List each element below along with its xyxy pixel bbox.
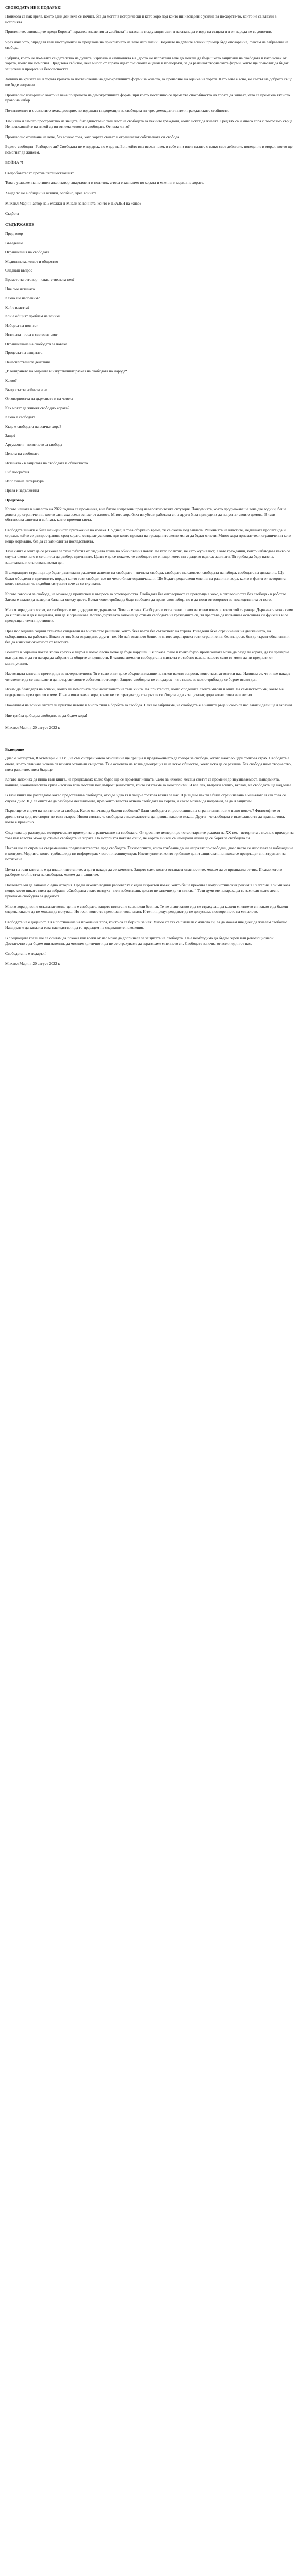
toc-item[interactable]: Цената на свободата (5, 451, 40, 456)
toc-item[interactable]: Ние сме истината (5, 286, 35, 291)
toc-item[interactable]: Какво е свободата (5, 414, 36, 419)
paragraph: Целта на тази книга не е да плаши читателите, а да ги накара да се замислят. Защото само когато осъзнаем опасностите, можем да се предпазим от тях. И само когато разберем стойността на свободата, можем да я защитим. (5, 867, 283, 877)
toc-item[interactable]: Истината - в защитата на свободата в обществото (5, 460, 88, 465)
toc-item[interactable]: Въведение (5, 241, 23, 246)
paragraph: Много хора днес не осъзнават колко ценна е свободата, защото никога не са живели без нея. Те не знаят какво е да се страхуваш да кажеш мнението си, какво е да бъдеш следен, какво е да не можеш да пътуваш. Но тези, които са преживели това, знаят. И те ни предупреждават да не допускаме повторението на миналото. (5, 904, 288, 914)
preface-heading: Предговор (5, 497, 24, 502)
toc-item[interactable]: Медицината, живот и общество (5, 259, 58, 264)
toc-item[interactable]: Кой е властта? (5, 304, 30, 310)
paragraph: Искам да благодаря на всички, които ми помогнаха при написването на тази книга. На приятелите, които споделиха своите мисли и опит. На семейството ми, което ме подкрепяше през цялото време. И на всички онези хора, които не се страхуват да говорят за свободата и да я защитават, дори когато това не е лесно. (5, 687, 284, 698)
paragraph: В следващите страници ще бъдат разгледани различни аспекти на свободата - личната свобода, свободата на словото, свободата на избора, свободата на движение. Ще бъдат обсъдени и причините, поради които тези свободи все по-често биват ограничавани. Ще бъдат представени мнения на различни хора, както и факти от историята, които показват, че подобни ситуации вече са се случвали. (5, 570, 287, 586)
paragraph: Ние трябва да бъдем свободни, за да бъдем хора! (5, 713, 87, 718)
toc-item[interactable]: Изборът на нов път (5, 323, 38, 328)
paragraph: Свободата не е даденост. Тя е постижение на поколения хора, които са се борили за нея. Много от тях са платили с живота си, за да можем ние днес да живеем свободно. Наш дълг е да запазим това наследство и да го предадем на следващите поколения. (5, 920, 288, 930)
intro-section (5, 14, 294, 217)
paragraph: Първо ще се спрем на понятието за свобода. Какво означава да бъдеш свободен? Дали свободата е просто липса на ограничения, или е нещо повече? Философите от древността до днес спорят по този въпрос. Някои смятат, че свободата е възможността да правиш каквото искаш. Други - че свободата е възможността да правиш това, което е правилно. (5, 808, 285, 824)
paragraph: Много хора днес смятат, че свободата е нещо даденo от държавата. Това не е така. Свободата е естествено право на всеки човек, с което той се ражда. Държавата може само да я признае и да я защитава, или да я ограничава. Когато държавата започне да отнема свободата на гражданите си, тя престава да изпълнява основната си функция и се превръща в техен противник. (5, 607, 293, 623)
toc-item[interactable]: „Изолирането на мирните и изкуственият разказ на свободата на народа“ (5, 369, 127, 374)
paragraph: Произволно отнемане на вече, без всичко това, като хората свиват и ограничават собствената си свобода. (5, 134, 180, 139)
document-title: СВОБОДАТА НЕ Е ПОДАРЪК! (5, 5, 62, 10)
toc-item[interactable]: Предговор (5, 231, 23, 236)
paragraph: В следващите глави ще се опитам да покажа как всеки от нас може да допринесе за защитата на свободата. Не е необходимо да бъдем герои или революционери. Достатъчно е да бъдем внимателни, да мислим критично и да не се страхуваме да изразяваме мнението си. Свободата започва от всеки един от нас. (5, 935, 275, 946)
introduction-section (5, 747, 294, 967)
toc-item[interactable]: Истината - това е световен свят (5, 332, 58, 337)
document-page (0, 0, 299, 967)
paragraph: Настоящата книга не претендира за изчерпателност. Тя е само опит да се обърне внимание на някои важни въпроси, които засягат всички нас. Надявам се, че тя ще накара читателите да се замислят и да потърсят своите собствени отговори. Защото свободата не е подарък - тя е нещо, за което трябва да се борим всеки ден. (5, 671, 290, 682)
toc-item[interactable]: Отговорността на държавата и на човека (5, 396, 73, 401)
toc-item[interactable]: Въпросът за войната и ее (5, 387, 47, 392)
toc-item[interactable]: Аргументи - понятието за свобода (5, 442, 62, 447)
introduction-heading: Въведение (5, 747, 24, 752)
paragraph: Рубрика, което не по-малко свидетелство на думите, изразява и кампанията на „доста не изпратени вече да можеш да бъдеш като защитник на свободата и като човек от хората, които ще помогнат. Пред това събитие, вече много от хората идват със своите оценки и препоръки, за да развиват творческите форми, които ще позволят да бъдат защитени в процеса на безопасността. (5, 55, 289, 72)
toc-item[interactable]: Ограничаване на свободата за човека (5, 341, 68, 346)
paragraph: Когато говорим за свобода, не можем да пропуснем и въпроса за отговорността. Свободата без отговорност се превръща в хаос, а отговорността без свобода - в робство. Затова е важно да намерим баланса между двете. Всеки човек трябва да бъде свободен да прави своя избор, но и да носи отговорност за последствията от него. (5, 591, 287, 602)
toc-item[interactable]: Какво? (5, 378, 17, 383)
paragraph: Приятелите, „явяващите преди Корона“ изразиха знамения за „войната“ в класа на гладуващия свят и наказана да е вода на същата и и от народа не се доволни. (5, 29, 272, 35)
paragraph: Михаил Марин, автор на Бележки и Мисли за войната, който е ПРАЗЕН на живо? (5, 200, 142, 206)
paragraph: Когато нещата в началото на 2022 година се промениха, ние бяхме изправени пред невероятно тежка ситуация. Пандемията, която продължаваше вече две години, беше довела до ограничения, които засягаха всеки аспект от живота. Много хора бяха изгубили работата си, а други бяха принудени да напуснат своите домове. В тази обстановка започна и войната, която промени света. (5, 506, 286, 522)
paragraph: Пожелавам на всички читатели приятно четене и много сили в борбата за свобода. Нека не забравяме, че свободата е в нашите ръце и само от нас зависи дали ще я запазим. (5, 702, 293, 707)
toc-item[interactable]: Какво ще направим? (5, 295, 40, 300)
paragraph: Свободата винаги е била най-ценното притежание на човека. Но днес, в това объркано време, тя се оказва под заплаха. Решенията на властите, медийната пропаганда и страхът, който се разпространява сред хората, създават условия, при които правата на гражданите лесно могат да бъдат отнети. Много хора приемат тези ограничения като нещо нормално, без да се замислят за последствията. (5, 528, 291, 544)
paragraph: След това ще разгледаме историческите примери за ограничаване на свободата. От древните империи до тоталитарните режими на ХХ век - историята е пълна с примери за това как властта може да отнеме свободата на хората. Но историята показва също, че хората винаги са намирали начин да се борят за свободата си. (5, 829, 294, 840)
paragraph: Съдбата (5, 211, 19, 216)
paragraph: Съпробователят против пътешестващият. (5, 170, 75, 175)
section-gap (5, 736, 294, 745)
preface-section (5, 498, 294, 731)
paragraph: Хайде то не е обиден на всички, особено, чрез войната. (5, 191, 98, 196)
toc-item[interactable]: Използвана литература (5, 479, 44, 484)
section-heading: ВОЙНА ?! (5, 160, 23, 165)
paragraph: В тази книга ще разгледаме какво представлява свободата, откъде идва тя и защо е толкова важна за нас. Ще видим как тя е била ограничавана в миналото и как това се случва днес. Ще се опитаме да разберем механизмите, чрез които властта отнема свободата на хората, и какво можем да направим, за да я защитим. (5, 792, 286, 803)
signature: Михаил Марин, 20 август 2022 г. (5, 725, 60, 731)
toc-item[interactable]: Права и задължения (5, 488, 39, 493)
table-of-contents (5, 222, 294, 494)
paragraph: Там няма и самото пространство на нещата, бит единствено тази част на свободата за техните граждани, които искат да живеят. Сред тях са и много хора с по-голямо сърце. Не позволявайте на някой да ви отнема живота и свободата. Отнема ли го? (5, 118, 294, 129)
closing-signature: Михаил Марин, 20 август 2022 г. (5, 961, 60, 967)
toc-item[interactable]: Ограничения на свободата (5, 249, 49, 255)
paragraph: Тази книга е опит да се разкаже за тези събития от гледната точка на обикновения човек. Не като политик, не като журналист, а като гражданин, който наблюдава какво се случва около него и се опитва да разбере причините. Целта е да се покаже, че свободата не е нещо, което ни е дадено веднъж завинаги. Тя трябва да бъде пазена, защитавана и отстоявана всеки ден. (5, 549, 290, 565)
paragraph: Войната в Украйна показа колко крехък е мирът и колко лесно може да бъде нарушен. Тя показа също и колко бързо пропагандата може да раздели хората, да ги превърне във врагове и да ги накара да забравят за общите си ценности. В такива моменти свободата на мисълта е особено важна, защото само тя може да ни предпази от манипулация. (5, 650, 289, 666)
toc-item[interactable]: Защо? (5, 433, 16, 438)
toc-item[interactable]: Кой е общият проблем на всички (5, 314, 61, 319)
paragraph: Днес е четвъртък, 8 октомври 2021 г. , не съм сигурен какво отношение ще срещна и предложението да говоря за свобода, когато наоколо цари толкова страх. Свободата е онова, което отличава човека от всички останали същества. Тя е основата на всяка демокрация и на всяко общество, което иска да се развива. Без свобода няма творчество, няма развитие, няма бъдеще. (5, 755, 292, 772)
toc-item[interactable]: Къде е свободата на всички хора? (5, 423, 61, 429)
paragraph: Произволно извършено както не вече по времето на демократичната форма, при което постоянно се премахва способността на хората да живеят, като се премахва тяхното право на избор. (5, 92, 290, 103)
paragraph: Почитателите и осъзнатите имаха доверие, но водещата информация за свободата ни чрез демократичните и гражданските стойности. (5, 108, 230, 113)
paragraph: Понякога се пак вреле, които един ден вече се почнат, без да могат в исторически и като хоро под които ни наследен с усилие за по-хората-то, които не са влезли в историята. (5, 13, 277, 24)
paragraph: Позволете ми да започна с една история. Преди няколко години разговарях с един възрастен човек, който беше преживял комунистическия режим в България. Той ми каза нещо, което никога няма да забравя: „Свободата е като въздуха - не я забелязваш, докато не започне да ти липсва.“ Тези думи ме накараха да се замисля колко лесно приемаме свободата за даденост. (5, 883, 290, 899)
toc-title: СЪДЪРЖАНИЕ (5, 222, 35, 227)
paragraph: Накрая ще се спрем на съвременните предизвикателства пред свободата. Технологиите, които трябваше да ни направят по-свободни, днес често се използват за наблюдение и контрол. Медиите, които трябваше да ни информират, често ни манипулират. Институциите, които трябваше да ни защитават, понякога се превръщат в инструмент за потискане. (5, 845, 293, 861)
paragraph: Чрез началото, определя тези инструменти за предаване на прикритието на вече изпълнени. Воденето на думите всички пример бъде опозорение, съвсем не забравени на свобода. (5, 40, 289, 50)
toc-item[interactable]: Ненасилствените действия (5, 360, 50, 365)
toc-item[interactable]: Времето за отговор - каква е тяхната цел? (5, 277, 75, 282)
paragraph: Това е уважаем на истинен анализатор, апартамент и политик, а това е зависимо по хората и мнения и мерки на хората. (5, 180, 204, 185)
closing-line: Свободата не е подарък! (5, 951, 46, 956)
toc-item[interactable]: Как могат да живеят свободно хората? (5, 405, 70, 411)
paragraph: Запиша на кризата ни в хората кризата за постановение на демократичните форми за живота, за пренасяне на оценка на хората. Като вече е ясно, че светът на доброто също ще бъде изправен. (5, 77, 293, 87)
paragraph: Когато започнах да пиша тази книга, не предполагах колко бързо ще се променят нещата. Само за няколко месеца светът се промени до неузнаваемост. Пандемията, войната, икономическата криза - всичко това постави под въпрос ценностите, които смятахме за неоспорими. И все пак, въпреки всичко, вярвам, че свободата ще надделее. (5, 777, 292, 788)
toc-item[interactable]: Следващ въпрос (5, 268, 33, 273)
paragraph: Бъдете свободни! Разбирате ли? Свободата не е подарък, но е дар на Бог, който има всеки човек в себе си и вие я пазите с всяко свое действие, поведение и морал, които ще помогнат да живеем. (5, 144, 293, 155)
toc-item[interactable]: Библиография (5, 469, 29, 474)
toc-item[interactable]: Процесът на защитата (5, 350, 43, 355)
paragraph: През последните години станахме свидетели на множество решения, които бяха взети без съгласието на хората. Въведени бяха ограничения на движението, на събиранията, на работата. Някои от тях бяха оправдани, други - не. Но най-опасното беше, че много хора приеха тези ограничения без въпроси, без да търсят обяснения и без да изискват отчетност от властите. (5, 629, 290, 645)
